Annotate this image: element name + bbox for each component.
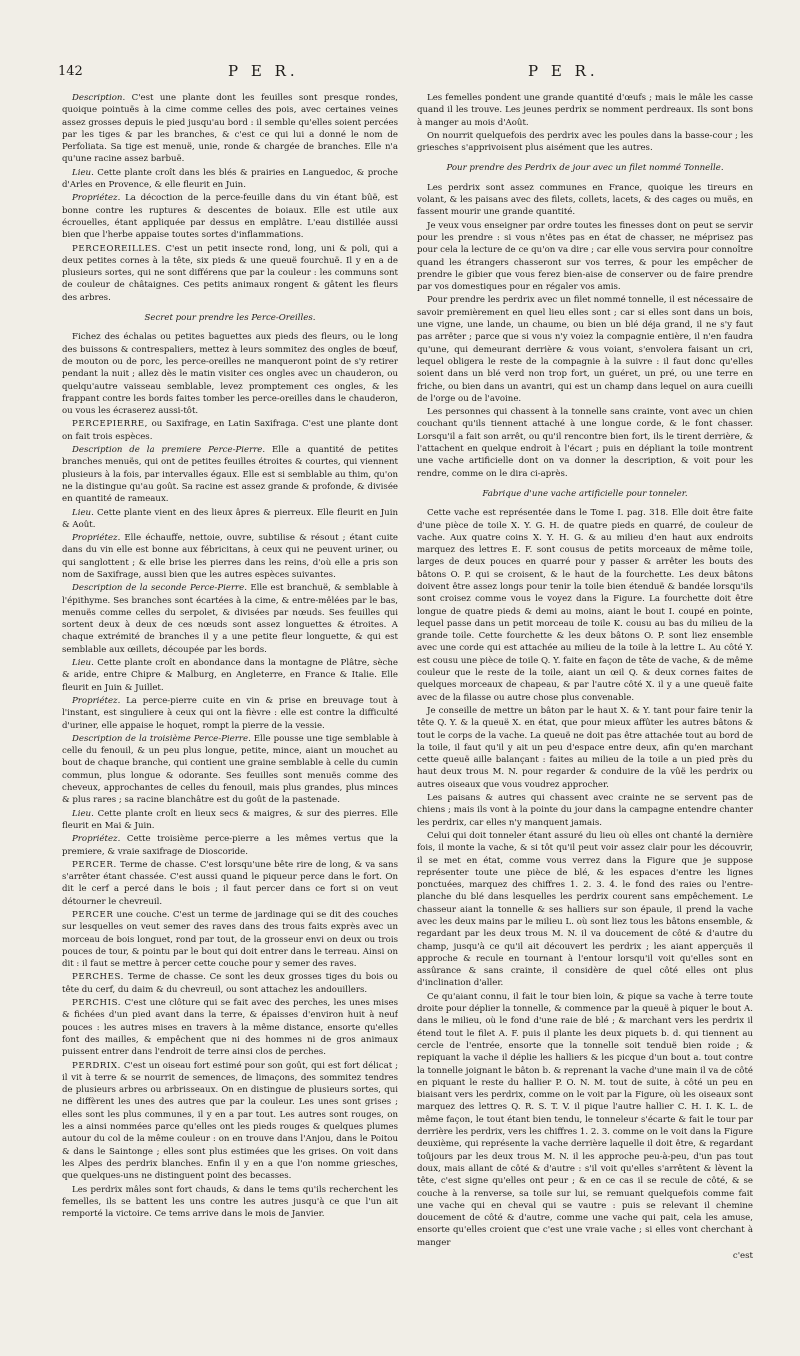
paragraph-text: Cette plante vient en des lieux âpres & pierreux. Elle fleurit en Juin & Août. (62, 507, 398, 530)
paragraph-text: Cette troisième perce-pierre a les mêmes vertus que la premiere, & vraie saxifrage de Dioscoride. (62, 834, 398, 857)
paragraph-text: Les femelles pondent une grande quantité d'œufs ; mais le mâle les casse quand il les trouve. Les jeunes perdrix se nomment perdreaux. Ils sont bons à manger au mois d'Août. (417, 93, 753, 128)
paragraph (417, 130, 753, 155)
entry-headword: PERCEOREILLES. (72, 243, 161, 254)
paragraph (62, 1184, 398, 1221)
paragraph (62, 444, 398, 505)
paragraph-text: Terme de chasse. Ce sont les deux grosses tiges du bois ou tête du cerf, du daim & du chevreuil, ou sont attachez les andouillers. (62, 972, 398, 995)
catchword: c'est (732, 1251, 753, 1262)
entry-headword: PERCER (72, 910, 114, 920)
paragraph-text: Les perdrix sont assez communes en France, quoique les tireurs en volant, & les paisans avec des filets, collets, lacets, & des cages ou muës, en fassent mourir une grande quantité. (417, 182, 753, 218)
paragraph-lead: Description. (72, 93, 126, 103)
paragraph-text: Elle pousse une tige semblable à celle du fenouil, & un peu plus longue, petite, mince, aiant un mouchet au bout de chaque branche, qui contient une graine semblable à celle du cumin commun, plus longue & odorante. Ses feuilles sont menuës comme des cheveux, approchantes de celles du fenouil, mais plus grandes, plus minces & plus rares ; sa racine blanchâtre est du goût de la pastenade. (62, 733, 398, 806)
entry-headword: PERDRIX. (72, 1060, 121, 1071)
paragraph (417, 294, 753, 405)
paragraph (62, 92, 398, 166)
entry-headword: PERCER. (72, 859, 117, 870)
paragraph (62, 192, 398, 241)
paragraph (417, 92, 753, 129)
paragraph-text: Cette plante croît en lieux secs & maigres, & sur des pierres. Elle fleurit en Mai & Juin. (62, 808, 398, 831)
paragraph-text: Les perdrix mâles sont fort chauds, & dans le tems qu'ils recherchent les femelles, ils se battent les uns contre les autres jusqu'à ce que l'un ait remporté la victoire. Ce tems arrive dans le mois de Janvier. (62, 1184, 398, 1220)
paragraph-text: Terme de chasse. C'est lorsqu'une bête rire de long, & va sans s'arrêter étant chassée. C'est aussi quand le piqueur perce dans le fort. On dit le cerf a percé dans le bois ; il faut percer dans ce fort si on veut détourner le chevreuil. (62, 859, 398, 907)
paragraph (417, 182, 753, 219)
section-heading: Secret pour prendre les Perce-Oreilles. (144, 313, 316, 324)
paragraph-lead: Lieu. (72, 167, 94, 178)
page-header (0, 62, 800, 86)
section-heading: Pour prendre des Perdrix de jour avec un filet nommé Tonnelle. (446, 163, 724, 174)
running-title-left: P E R. (228, 62, 299, 80)
paragraph (417, 406, 753, 480)
paragraph-lead: Propriétez. (72, 834, 121, 845)
paragraph (417, 991, 753, 1249)
paragraph (62, 859, 398, 908)
paragraph (62, 532, 398, 581)
paragraph-text: une couche. C'est un terme de jardinage qui se dit des couches sur lesquelles on veut semer des raves dans des trous faits exprès avec un morceau de bois longuet, rond par tout, de la grosseur envi on deux ou trois pouces de tour, & pointu par le bout qui doit entrer dans le terreau. Ainsi on dit : il faut se mettre à percer cette couche pour y semer des raves. (62, 910, 398, 970)
paragraph (417, 792, 753, 829)
paragraph (62, 833, 398, 858)
paragraph-text: Elle échauffe, nettoie, ouvre, subtilise & résout ; étant cuite dans du vin elle est bonne aux fébricitans, à ceux qui ne peuvent uriner, ou qui sanglottent ; & elle brise les pierres dans les reins, d'où elle a pris son nom de Saxifrage, aussi bien que les autres espèces suivantes. (62, 533, 398, 580)
paragraph-lead: Propriétez. (72, 533, 121, 544)
paragraph-text: La perce-pierre cuite en vin & prise en breuvage tout à l'instant, est singuliere à ceux qui ont la fièvre : elle est contre la difficulté d'uriner, elle appaise le hoquet, rompt la pierre de la vessie. (62, 695, 398, 731)
paragraph (62, 1060, 398, 1183)
paragraph (62, 167, 398, 192)
left-text-column (62, 92, 398, 1332)
paragraph-text: Elle est branchuë, & semblable à l'épithyme. Ses branches sont écartées à la cime, & entre-mêlées par le bas, menuës comme celles du serpolet, & divisées par nœuds. Ses feuilles qui sortent deux à deux de ces nœuds sont assez longuettes & étroites. A chaque extrémité de branches il y a une petite fleur longuette, & qui est semblable aux œillets, découpée par les bords. (62, 583, 398, 655)
paragraph-text: Ce qu'aiant connu, il fait le tour bien loin, & pique sa vache à terre toute droite pour déplier la tonnelle, & commence par la queuë à piquer le bout A. dans le milieu, où le fond d'une raie de blé ; & marchant vers les perdrix il étend tout le filet A. F. puis il plante les deux piquets b. d. qui tiennent au cercle de l'entrée, ensorte que la tonnelle soit tenduë bien roide ; & repiquant la vache il déplie les halliers & les picque d'un bout a. tout contre la tonnelle joignant le bâton b. & reprenant la vache d'une main il va de côté en piquant le reste du hallier P. O. N. M. tout de suite, à côté un peu en biaisant vers les perdrix, comme on le voit par la Figure, où les oiseaux sont marquez des lettres Q. R. S. T. V. il pique l'autre hallier C. H. I. K. L. de même façon, le tout étant bien tendu, le tonneleur s'écarte & fait le tour par derrière les perdrix, vers les chiffres 1. 2. 3. comme on le voit dans la Figure deuxième, qui représente la vache derrière laquelle il doit être, & regardant toûjours par les deux trous M. N. il les approche peu-à-peu, d'un pas tout doux, mais allant de côté & d'autre : s'il voit qu'elles s'arrêtent & lèvent la tête, c'est signe qu'elles ont peur ; & en ce cas il se recule de côté, & se couche à la renverse, sa toile sur lui, se remuant quelquefois comme fait une vache qui en cheval qui se vautre : puis se relevant il chemine doucement de côté & d'autre, comme une vache qui pait, cela les amuse, ensorte qu'elles croient que c'est une vraie vache ; si elles vont cherchant à manger (417, 991, 753, 1248)
paragraph-text: C'est un petit insecte rond, long, uni & poli, qui a deux petites cornes à la tête, six pieds & une queuë fourchuë. Il y en a de plusieurs sortes, qui ne sont différens que par la couleur : les communs sont de couleur de châtaignes. Ces petits animaux rongent & gâtent les fleurs des arbres. (62, 243, 398, 303)
paragraph-text: Je conseille de mettre un bâton par le haut X. & Y. tant pour faire tenir la tête Q. Y. & la queuë X. en état, que pour mieux affûter les autres bâtons & tout le corps de la vache. La queuë ne doit pas être attachée tout au bord de la toile, il faut qu'il y ait un peu d'espace entre deux, afin qu'en marchant cette queuë aille balançant : faites au milieu de la toile a un pied près du haut deux trous M. N. pour regarder & conduire de la vûë les perdrix ou autres oiseaux que vous voudrez approcher. (417, 705, 753, 790)
paragraph-text: Les personnes qui chassent à la tonnelle sans crainte, vont avec un chien couchant qu'ils tiennent attaché à une longue corde, & le font chasser. Lorsqu'il a fait son arrêt, ou qu'il rencontre bien fort, ils le tirent derrière, & l'attachent en quelque endroit à l'écart ; puis en dépliant la toile montrent une vache artificielle dont on va donner la description, & voit pour les rendre, comme on le dira ci-après. (417, 407, 753, 479)
paragraph (62, 971, 398, 996)
paragraph-lead: Description de la seconde Perce-Pierre. (72, 583, 247, 594)
paragraph-text: C'est une plante dont les feuilles sont presque rondes, quoique pointuës à la cime comme celles des pois, avec certaines veines assez grosses depuis le pied jusqu'au bord : il semble qu'elles soient percées par les tiges & par les branches, & c'est ce qui lui a donné le nom de Perfoliata. Sa tige est menuë, unie, ronde & chargée de branches. Elle n'a qu'une racine assez barbuë. (62, 93, 398, 165)
entry-headword: PERCHES. (72, 972, 124, 983)
paragraph-text: Celui qui doit tonneler étant assuré du lieu où elles ont chanté la dernière fois, il monte la vache, & si tôt qu'il peut voir assez clair pour les découvrir, il se met en état, comme vous verrez dans la Figure que je suppose représenter toute une pièce de blé, & les espaces d'entre les lignes ponctuées, marquez des chiffres 1. 2. 3. 4. le fond des raies ou l'entre-planche du blé dans lesquelles les perdrix courent sans empêchement. Le chasseur aiant la tonnelle & ses halliers sur son épaule, il prend la vache avec les deux mains par le milieu L. où sont liez tous les bâtons ensemble, & regardant par les deux trous M. N. il va doucement de côté & d'autre du champ, jusqu'à ce qu'il ait découvert les perdrix ; les aiant apperçuës il approche & recule en tournant à l'entour lorsqu'il voit qu'elles sont en assûrance & sans crainte, il considère de quel côté elles ont plus d'inclination d'aller. (417, 830, 753, 989)
paragraph-text: Cette plante croît en abondance dans la montagne de Plâtre, sèche & aride, entre Chipre & Malburg, en Angleterre, en France & Italie. Elle fleurit en Juin & Juillet. (62, 658, 398, 693)
paragraph-text: C'est une clôture qui se fait avec des perches, les unes mises & fichées d'un pied avant dans la terre, & épaisses d'environ huit à neuf pouces : les autres mises en travers à la même distance, ensorte qu'elles font des mailles, & empêchent que ni des hommes ni de gros animaux puissent entrer dans l'endroit de terre ainsi clos de perches. (62, 998, 398, 1058)
paragraph (417, 507, 753, 704)
paragraph (62, 909, 398, 970)
running-title-right: P E R. (528, 62, 599, 80)
paragraph-text: La décoction de la perce-feuille dans du vin étant bûë, est bonne contre les ruptures & descentes de boiaux. Elle est utile aux écrouelles, étant appliquée par dessus en emplâtre. L'eau distillée aussi bien que l'herbe appaise toutes sortes d'inflammations. (62, 193, 398, 241)
paragraph-text: Cette plante croît dans les blés & prairies en Languedoc, & proche d'Arles en Provence, & elle fleurit en Juin. (62, 167, 398, 191)
paragraph (62, 733, 398, 807)
paragraph-text: Cette vache est représentée dans le Tome I. pag. 318. Elle doit être faite d'une pièce de toile X. Y. G. H. de quatre pieds en quarré, de couleur de vache. Aux quatre coins X. Y. H. G. & au milieu d'en haut aux endroits marquez des lettres E. F. sont cousus de petits morceaux de même toile, larges de deux pouces en quarré pour y passer & arrêter les bouts des bâtons O. P. qui se croisent, & le haut de la fourchette. Les deux bâtons doivent être assez longs pour tenir la toile bien étenduë & bandée lorsqu'ils sont croisez comme vous le voyez dans la Figure. La fourchette doit être longue de quatre pieds & demi au moins, aiant le bout I. coupé en pointe, lequel passe dans un petit morceau de toile K. cousu au bas du milieu de la grande toile. Cette fourchette & les deux bâtons O. P. sont liez ensemble avec une corde qui est attachée au milieu de la toile à la lettre L. Au côté Y. est cousu une pièce de toile Q. Y. faite en façon de tête de vache, & de même couleur que le reste de la toile, aiant un œil Q. & deux cornes faites de quelques morceaux de chapeau, & par l'autre côté X. il y a une queuë faite avec de la filasse ou autre chose plus convenable. (417, 508, 753, 703)
paragraph-lead: Propriétez. (72, 695, 121, 706)
right-text-column (417, 92, 753, 1332)
paragraph-lead: Lieu. (72, 507, 94, 518)
paragraph-lead: Lieu. (72, 808, 94, 819)
paragraph (417, 220, 753, 294)
paragraph-text: Fichez des échalas ou petites baguettes aux pieds des fleurs, ou le long des buissons & contrespaliers, mettez à leurs sommitez des ongles de bœuf, de mouton ou de porc, les perce-oreilles ne manqueront point de s'y retirer pendant la nuit ; allez dès le matin visiter ces ongles avec un chauderon, ou quelqu'autre vaisseau semblable, levez promptement ces ongles, & les frappant contre les bords faites tomber les perce-oreilles dans le chauderon, ou vous les écraserez aussi-tôt. (62, 332, 398, 417)
paragraph-lead: Description de la premiere Perce-Pierre. (72, 445, 266, 456)
entry-headword: PERCEPIERRE, (72, 419, 148, 430)
entry-headword: PERCHIS. (72, 998, 122, 1009)
section-heading: Fabrique d'une vache artificielle pour tonneler. (482, 488, 688, 499)
paragraph (62, 657, 398, 694)
paragraph-text: Elle a quantité de petites branches menuës, qui ont de petites feuilles étroites & courtes, qui viennent plusieurs à la fois, par intervalles égaux. Elle est si semblable au thim, qu'on ne la distingue qu'au goût. Sa racine est assez grande & profonde, & divisée en quantité de rameaux. (62, 445, 398, 505)
paragraph (62, 582, 398, 656)
paragraph (62, 418, 398, 443)
paragraph-lead: Propriétez. (72, 193, 121, 204)
paragraph (62, 695, 398, 732)
paragraph (62, 331, 398, 417)
paragraph (417, 830, 753, 990)
paragraph-text: Les paisans & autres qui chassent avec crainte ne se servent pas de chiens ; mais ils vont à la pointe du jour dans la campagne entendre chanter les perdrix, car elles n'y manquent jamais. (417, 793, 753, 828)
page-number: 142 (58, 64, 83, 79)
paragraph-lead: Description de la troisième Perce-Pierre. (72, 733, 251, 744)
paragraph-lead: Lieu. (72, 658, 94, 669)
paragraph (62, 808, 398, 833)
paragraph-text: Je veux vous enseigner par ordre toutes les finesses dont on peut se servir pour les prendre : si vous n'êtes pas en état de chasser, ne méprisez pas pour cela la lecture de ce qu'on va dire ; car elle vous servira pour connoître quand les étrangers chasseront sur vos terres, & pour les empêcher de prendre le gibier que vous ferez bien-aise de conserver ou de faire prendre par vos domestiques pour en régaler vos amis. (417, 220, 753, 293)
paragraph (62, 507, 398, 532)
paragraph-text: Pour prendre les perdrix avec un filet nommé tonnelle, il est nécessaire de savoir premièrement en quel lieu elles sont ; car si elles sont dans un bois, une vigne, une lande, un chaume, ou bien un blé déja grand, il ne s'y faut pas arrêter ; parce que si vous n'y voiez la compagnie entière, il n'en faudra qu'une, qui demeurant derrière & vous voiant, s'envolera faisant un cri, lequel obligera le reste de la compagnie à la suivre : il faut donc qu'elles soient dans un blé verd non trop fort, un guéret, un pré, ou une terre en friche, ou bien dans un avantri, qui est un champ dans lequel on aura cueilli de l'orge ou de l'avoine. (417, 295, 753, 404)
paragraph-text: C'est un oiseau fort estimé pour son goût, qui est fort délicat ; il vit à terre & se nourrit de semences, de limaçons, des sommitez tendres de plusieurs arbres ou arbrisseaux. On en distingue de plusieurs sortes, qui ne diffèrent les unes des autres que par la couleur. Les unes sont grises ; elles sont les plus communes, il y en a par tout. Les autres sont rouges, on les a ainsi nommées parce qu'elles ont les pieds rouges & quelques plumes autour du col de la même couleur : on en trouve dans l'Anjou, dans le Poitou & dans le Saintonge ; elles sont plus estimées que les grises. On voit dans les Alpes des perdrix blanches. Enfin il y en a que l'on nomme griesches, que quelques-uns ne distinguent point des becasses. (62, 1060, 398, 1182)
paragraph (62, 243, 398, 304)
paragraph (417, 705, 753, 791)
paragraph-text: On nourrit quelquefois des perdrix avec les poules dans la basse-cour ; les griesches s'apprivoisent plus aisément que les autres. (417, 130, 753, 154)
paragraph (62, 997, 398, 1058)
paragraph-text: ou Saxifrage, en Latin Saxifraga. C'est une plante dont on fait trois espèces. (62, 419, 398, 442)
